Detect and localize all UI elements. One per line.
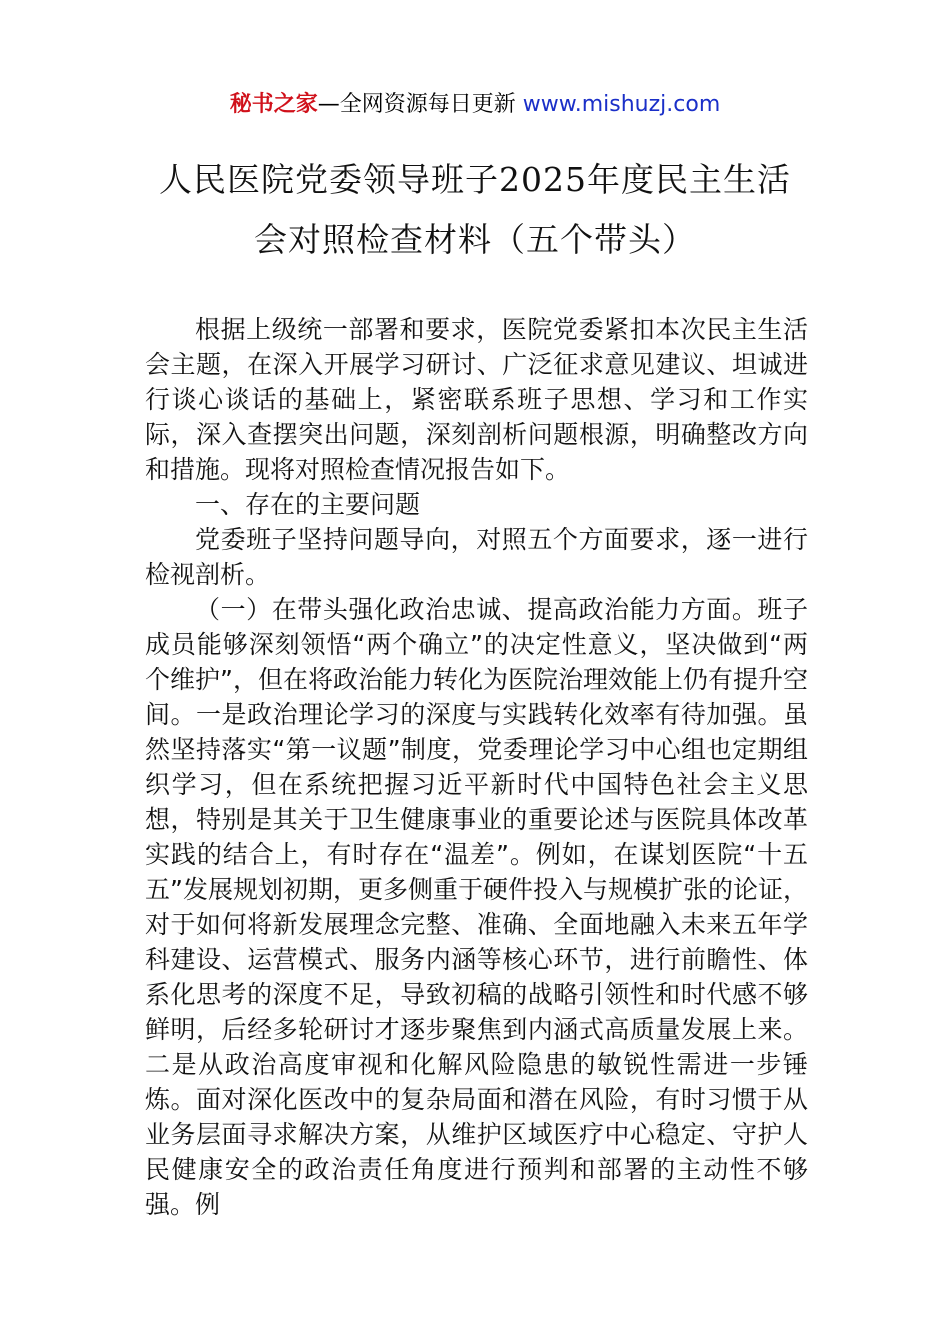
paragraph-intro: 根据上级统一部署和要求，医院党委紧扣本次民主生活会主题，在深入开展学习研讨、广泛征求意见建议、坦诚进行谈心谈话的基础上，紧密联系班子思想、学习和工作实际，深入查摆突出问题，深刻剖析问题根源，明确整改方向和措施。现将对照检查情况报告如下。 (145, 315, 808, 484)
site-header (0, 88, 950, 122)
title-line-1: 人民医院党委领导班子2025年度民主生活 (159, 160, 791, 199)
header-tagline: —全网资源每日更新 (317, 92, 523, 117)
document-title (100, 150, 850, 270)
paragraph-overview: 党委班子坚持问题导向，对照五个方面要求，逐一进行检视剖析。 (145, 525, 808, 589)
title-line-2: 会对照检查材料（五个带头） (254, 220, 696, 259)
section-heading: 一、存在的主要问题 (195, 490, 421, 519)
document-body (145, 312, 808, 1222)
paragraph-item-1: （一）在带头强化政治忠诚、提高政治能力方面。班子成员能够深刻领悟“两个确立”的决定性意义，坚决做到“两个维护”，但在将政治能力转化为医院治理效能上仍有提升空间。一是政治理论学习的深度与实践转化效率有待加强。虽然坚持落实“第一议题”制度，党委理论学习中心组也定期组织学习，但在系统把握习近平新时代中国特色社会主义思想，特别是其关于卫生健康事业的重要论述与医院具体改革实践的结合上，有时存在“温差”。例如，在谋划医院“十五五”发展规划初期，更多侧重于硬件投入与规模扩张的论证，对于如何将新发展理念完整、准确、全面地融入未来五年学科建设、运营模式、服务内涵等核心环节，进行前瞻性、体系化思考的深度不足，导致初稿的战略引领性和时代感不够鲜明，后经多轮研讨才逐步聚焦到内涵式高质量发展上来。二是从政治高度审视和化解风险隐患的敏锐性需进一步锤炼。面对深化医改中的复杂局面和潜在风险，有时习惯于从业务层面寻求解决方案，从维护区域医疗中心稳定、守护人民健康安全的政治责任角度进行预判和部署的主动性不够强。例 (145, 595, 808, 1219)
brand-name: 秘书之家 (229, 92, 318, 117)
site-url-link[interactable]: www.mishuzj.com (522, 92, 721, 117)
